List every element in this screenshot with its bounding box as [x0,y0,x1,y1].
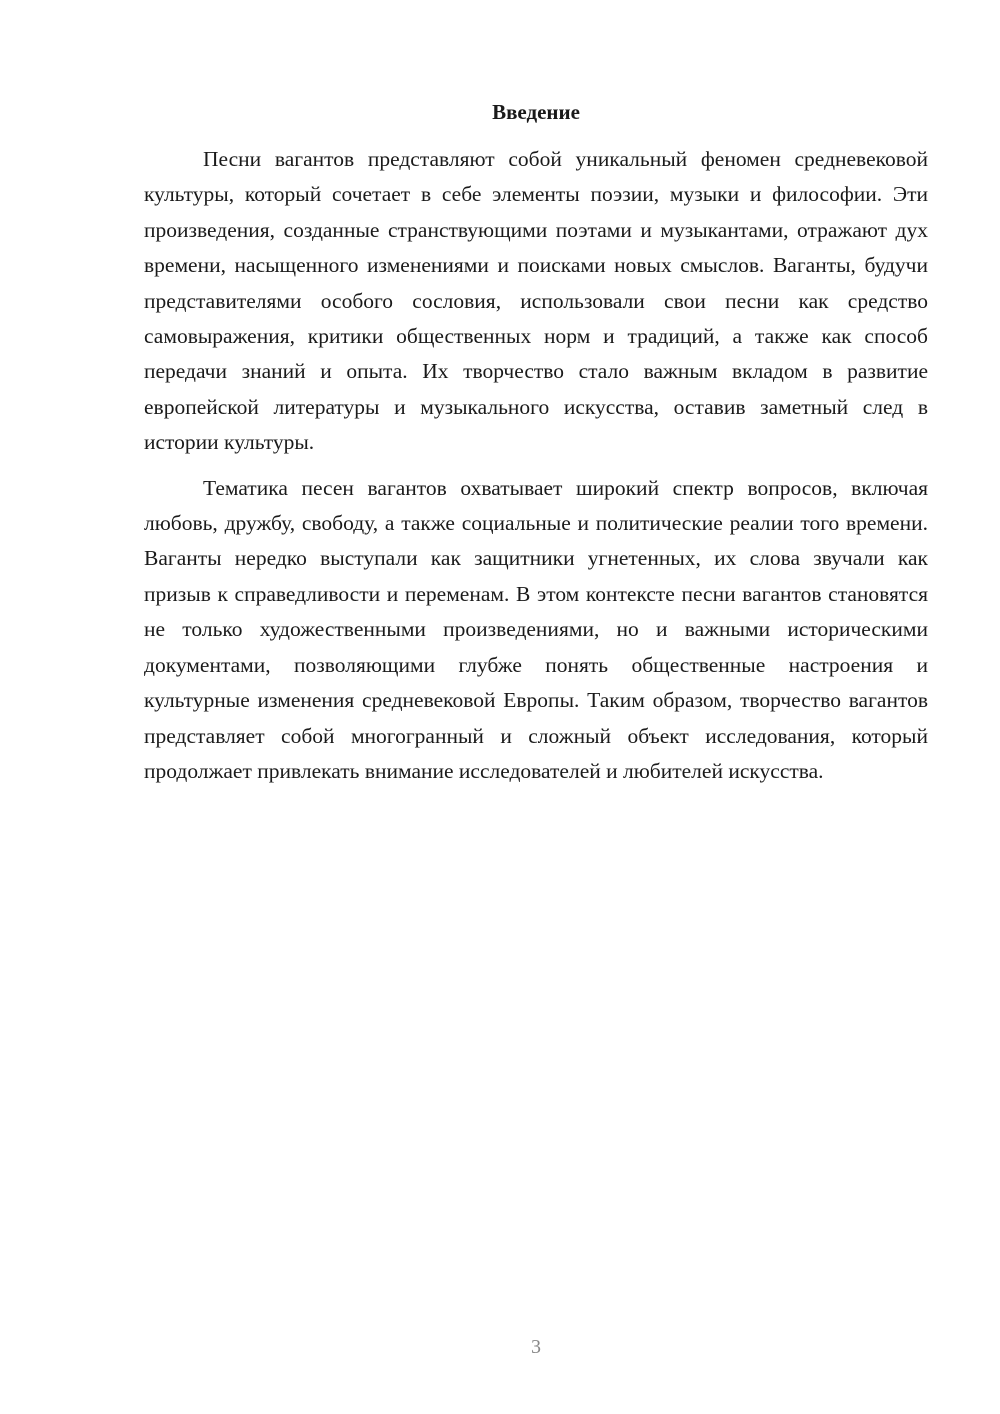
body-text [144,142,928,789]
page-number: 3 [531,1336,541,1358]
paragraph-introduction: Песни вагантов представляют собой уникальный феномен средневековой культуры, который сочетает в себе элементы поэзии, музыки и философии. Эти произведения, созданные странствующими поэтами и музыкантами, отражают дух времени, насыщенного изменениями и поисками новых смыслов. Ваганты, будучи представителями особого сословия, использовали свои песни как средство самовыражения, критики общественных норм и традиций, а также как способ передачи знаний и опыта. Их творчество стало важным вкладом в развитие европейской литературы и музыкального искусства, оставив заметный след в истории культуры. [144,147,928,455]
page-title: Введение [492,100,580,124]
paragraph-themes: Тематика песен вагантов охватывает широкий спектр вопросов, включая любовь, дружбу, свободу, а также социальные и политические реалии того времени. Ваганты нередко выступали как защитники угнетенных, их слова звучали как призыв к справедливости и переменам. В этом контексте песни вагантов становятся не только художественными произведениями, но и важными историческими документами, позволяющими глубже понять общественные настроения и культурные изменения средневековой Европы. Таким образом, творчество вагантов представляет собой многогранный и сложный объект исследования, который продолжает привлекать внимание исследователей и любителей искусства. [144,475,928,783]
